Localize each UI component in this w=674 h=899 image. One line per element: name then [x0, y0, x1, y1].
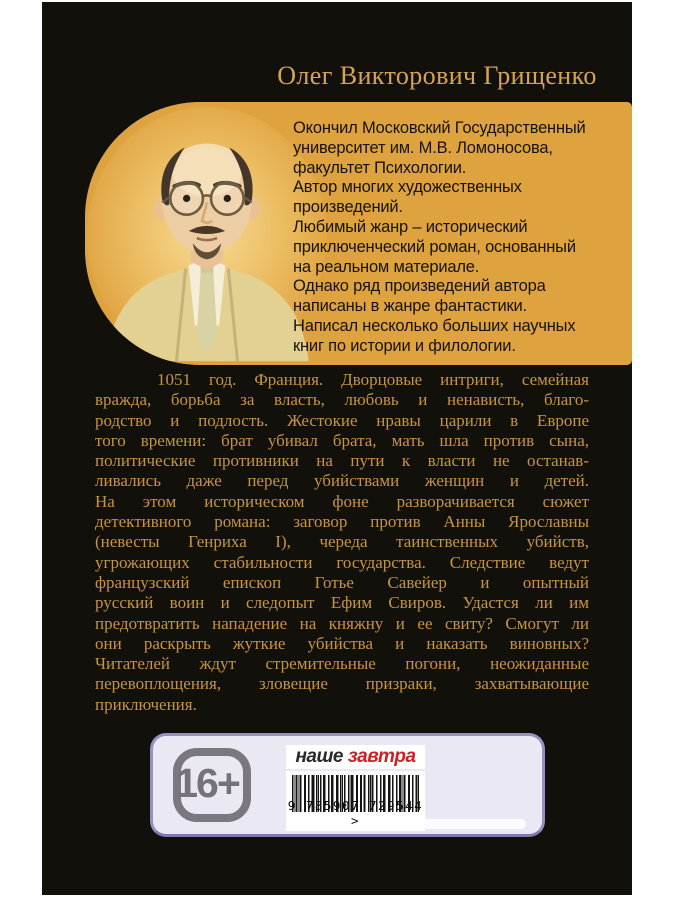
bio-line: на реальном материале.: [293, 257, 480, 276]
book-cover: [42, 2, 632, 895]
annotation-line: На этом историческом фоне разворачивается сюжет: [95, 491, 589, 511]
bio-line: факультет Психологии.: [293, 158, 467, 177]
bio-line: Окончил Московский Государственный: [293, 119, 586, 137]
annotation-line: того времени: брат убивал брата, мать шла против сына,: [95, 430, 589, 450]
bio-line: написаны в жанре фантастики.: [293, 297, 527, 316]
annotation-line: ливались даже перед убийствами женщин и детей.: [95, 471, 589, 491]
annotation-line: русский воин и следопыт Ефим Свиров. Удастся ли им: [95, 593, 589, 613]
annotation-line: (невесты Генриха I), череда таинственных убийств,: [95, 532, 589, 552]
bio-line: Написал несколько больших научных: [293, 316, 576, 335]
annotation-line: вражда, борьба за власть, любовь и ненависть, благо-: [95, 390, 589, 410]
bio-line: Однако ряд произведений автора: [293, 277, 546, 296]
publisher-card: [150, 733, 545, 837]
publisher-logo-word2: завтра: [347, 746, 416, 767]
publisher-logo: [286, 745, 425, 769]
author-name: Олег Викторович Грищенко: [277, 61, 597, 90]
bio-line: произведений.: [293, 198, 403, 217]
annotation-line: политические противники на пути к власти не останав-: [95, 451, 589, 471]
author-bio-text: [293, 119, 629, 357]
barcode: [286, 771, 425, 831]
book-annotation: [95, 370, 589, 715]
bio-line: книг по истории и филологии.: [293, 336, 516, 355]
annotation-line: французский епископ Готье Савейер и опытный: [95, 572, 589, 592]
publisher-logo-word1: наше: [295, 746, 343, 767]
annotation-line: родство и подлость. Жестокие нравы царили в Европе: [95, 410, 589, 430]
bio-line: университет им. М.В. Ломоносова,: [293, 138, 553, 157]
barcode-digits: 9 785907 729544 >: [287, 798, 424, 828]
annotation-line: предотвратить нападение на княжну и ее свиту? Смогут ли: [95, 613, 589, 633]
annotation-line: приключения.: [95, 694, 197, 714]
annotation-line: детективного романа: заговор против Анны Ярославны: [95, 512, 589, 532]
age-rating-label: 16+: [175, 760, 239, 807]
author-bio-panel: [85, 102, 632, 365]
bio-line: Автор многих художественных: [293, 178, 522, 197]
annotation-line: перевоплощения, зловещие призраки, захватывающие: [95, 674, 589, 694]
annotation-line: Читателей ждут стремительные погони, неожиданные: [95, 654, 589, 674]
bio-line: Любимый жанр – исторический: [293, 217, 528, 236]
bio-line: приключенческий роман, основанный: [293, 237, 576, 256]
annotation-line: угрожающих стабильности государства. Следствие ведут: [95, 552, 589, 572]
annotation-line: они раскрыть жуткие убийства и наказать виновных?: [95, 633, 589, 653]
annotation-line: 1051 год. Франция. Дворцовые интриги, семейная: [157, 370, 589, 389]
age-rating-badge: [173, 748, 251, 822]
